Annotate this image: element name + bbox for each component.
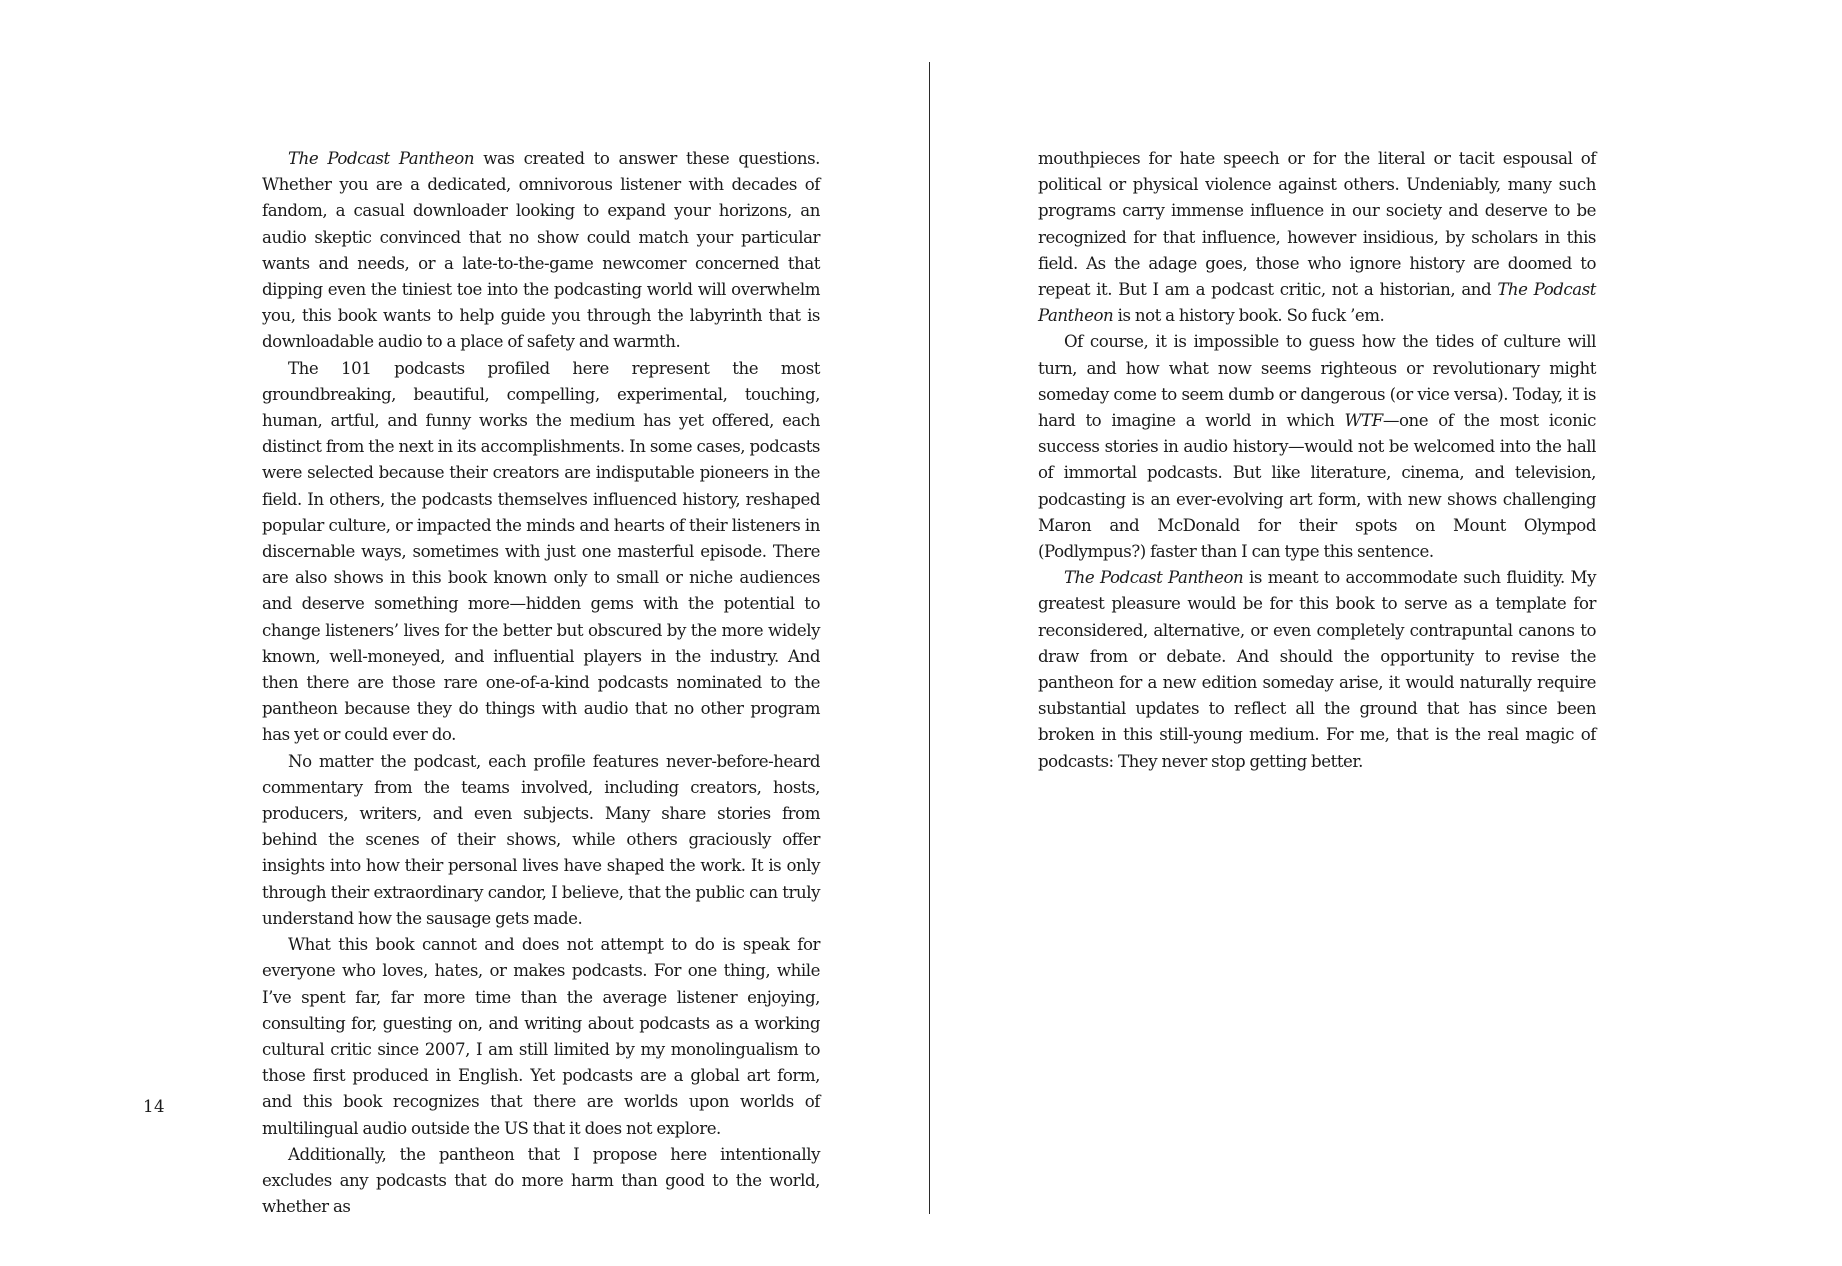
paragraph-text: mouthpieces for hate speech or for the literal or tacit espousal of political or physical violence against others. Undeniably, many such programs carry immense influence in our society and deserve to be recognized for that influence, however insidious, by scholars in this field. As the adage goes, those who ignore history are doomed to repeat it. But I am a podcast critic, not a historian, and <box>1038 149 1596 300</box>
paragraph-continued <box>1038 146 1596 329</box>
paragraph-text: is not a history book. So fuck ’em. <box>1113 306 1385 326</box>
paragraph-text: —one of the most iconic success stories in audio history—would not be welcomed into the hall of immortal podcasts. But like literature, cinema, and television, podcasting is an ever-evolving art form, with new shows challenging Maron and McDonald for their spots on Mount Olympod (Podlympus?) faster than I can type this sentence. <box>1038 411 1597 562</box>
paragraph: Additionally, the pantheon that I propose here intentionally excludes any podcasts that do more harm than good to the world, whether as <box>262 1144 820 1217</box>
page-number: 14 <box>143 1097 166 1116</box>
book-title-italic: The Podcast Pantheon <box>1064 568 1244 588</box>
paragraph: What this book cannot and does not attempt to do is speak for everyone who loves, hates, or makes podcasts. For one thing, while I’ve spent far, far more time than the average listener enjoying, consulting for, guesting on, and writing about podcasts as a working cultural critic since 2007, I am still limited by my monolingualism to those first produced in English. Yet podcasts are a global art form, and this book recognizes that there are worlds upon worlds of multilingual audio outside the US that it does not explore. <box>262 935 820 1138</box>
right-page-text <box>1038 146 1596 775</box>
book-title-italic: The Podcast Pantheon <box>1038 280 1596 326</box>
paragraph: The 101 podcasts profiled here represent the most groundbreaking, beautiful, compelling, experimental, touching, human, artful, and funny works the medium has yet offered, each distinct from the next in its accomplishments. In some cases, podcasts were selected because their creators are indisputable pioneers in the field. In others, the podcasts themselves influenced history, reshaped popular culture, or impacted the minds and hearts of their listeners in discernable ways, sometimes with just one masterful episode. There are also shows in this book known only to small or niche audiences and deserve something more—hidden gems with the potential to change listeners’ lives for the better but obscured by the more widely known, well-moneyed, and influential players in the industry. And then there are those rare one-of-a-kind podcasts nominated to the pantheon because they do things with audio that no other program has yet or could ever do. <box>262 358 820 745</box>
paragraph-text: was created to answer these questions. Whether you are a dedicated, omnivorous listener with decades of fandom, a casual downloader looking to expand your horizons, an audio skeptic convinced that no show could match your particular wants and needs, or a late-to-the-game newcomer concerned that dipping even the tiniest toe into the podcasting world will overwhelm you, this book wants to help guide you through the labyrinth that is downloadable audio to a place of safety and warmth. <box>262 149 820 352</box>
paragraph-text: is meant to accommodate such fluidity. My greatest pleasure would be for this book to serve as a template for reconsidered, alternative, or even completely contrapuntal canons to draw from or debate. And should the opportunity to revise the pantheon for a new edition someday arise, it would naturally require substantial updates to reflect all the ground that has since been broken in this still-young medium. For me, that is the real magic of podcasts: They never stop getting better. <box>1038 568 1597 771</box>
paragraph <box>1038 565 1596 775</box>
paragraph-text: Of course, it is impossible to guess how the tides of culture will turn, and how what now seems righteous or revolutionary might someday come to seem dumb or dangerous (or vice versa). Today, it is hard to imagine a world in which <box>1038 332 1596 431</box>
book-title-italic: The Podcast Pantheon <box>288 149 475 168</box>
podcast-title-italic: WTF <box>1344 411 1383 431</box>
paragraph: No matter the podcast, each profile features never-before-heard commentary from the teams involved, including creators, hosts, producers, writers, and even subjects. Many share stories from behind the scenes of their shows, while others graciously offer insights into how their personal lives have shaped the work. It is only through their extraordinary candor, I believe, that the public can truly understand how the sausage gets made. <box>262 751 820 928</box>
page-divider <box>929 62 930 1214</box>
left-page-text <box>262 146 820 1220</box>
paragraph <box>262 146 820 356</box>
paragraph <box>1038 329 1596 565</box>
